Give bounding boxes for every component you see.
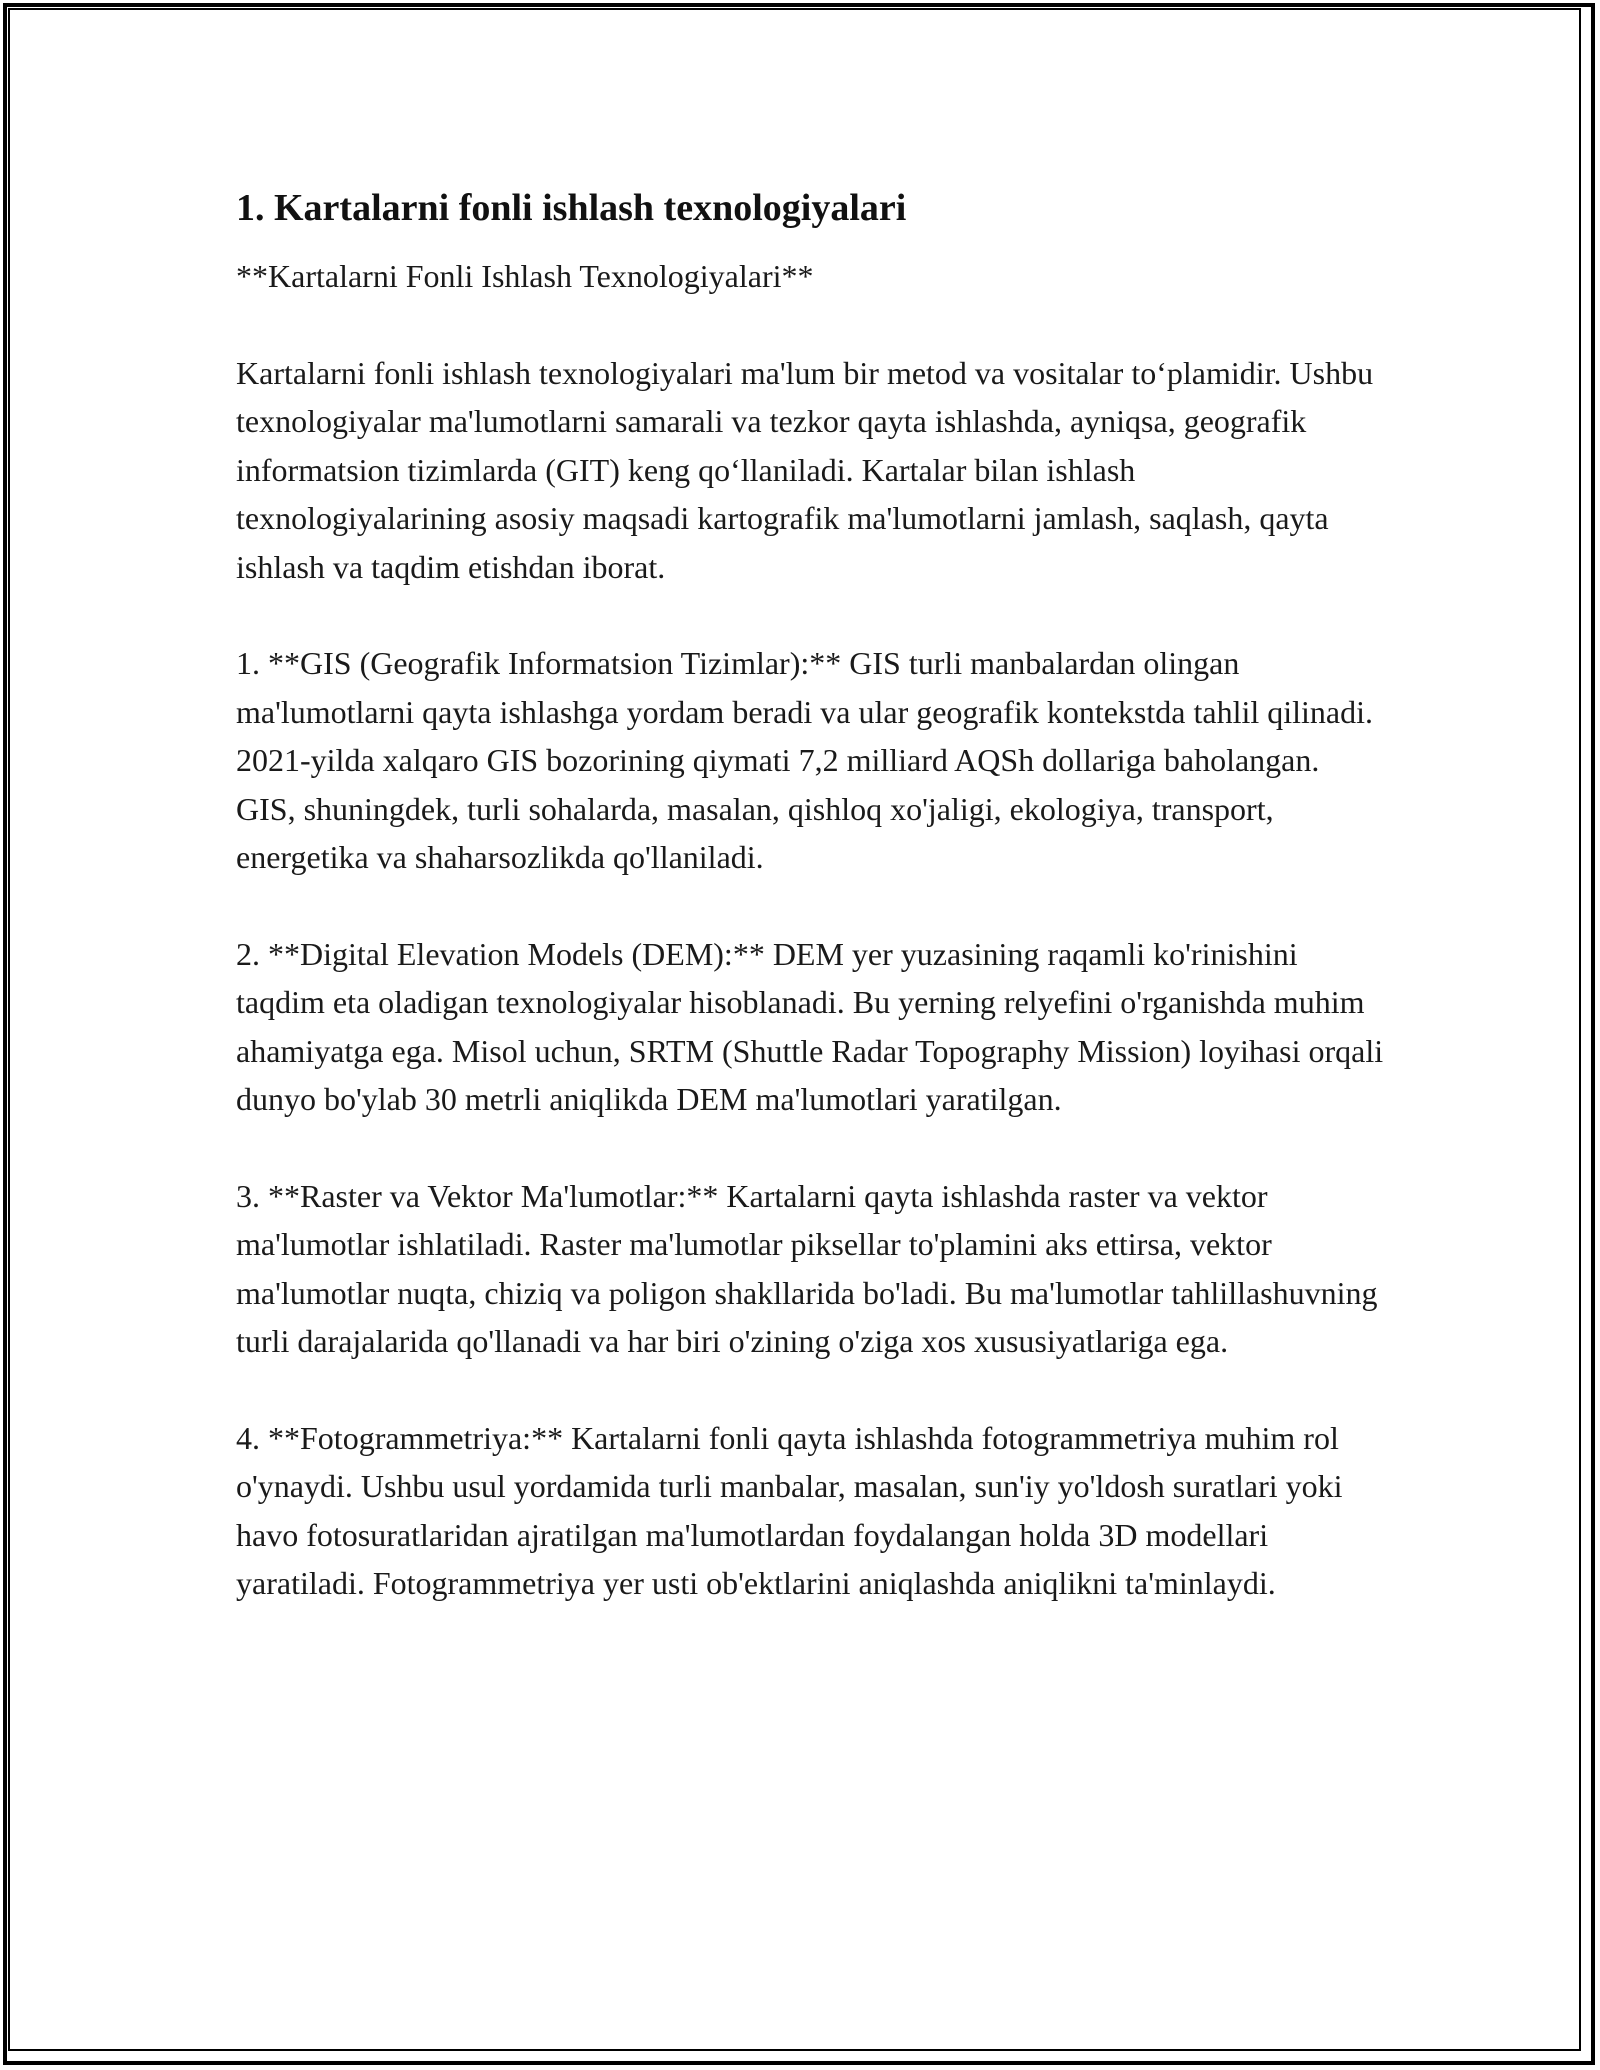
intro-paragraph: Kartalarni fonli ishlash texnologiyalari ma'lum bir metod va vositalar to‘plamidir. Ushbu texnologiyalar ma'lumotlarni samarali va tezkor qayta ishlashda, ayniqsa, geografik informatsion tizimlarda (GIT) keng qo‘llaniladi. Kartalar bilan ishlash texnologiyalarining asosiy maqsadi kartografik ma'lumotlarni jamlash, saqlash, qayta ishlash va taqdim etishdan iborat. bbox=[236, 354, 1374, 585]
document-body bbox=[236, 184, 1386, 1656]
section-heading: 1. Kartalarni fonli ishlash texnologiyalari bbox=[236, 187, 907, 229]
photogrammetry-paragraph: 4. **Fotogrammetriya:** Kartalarni fonli qayta ishlashda fotogrammetriya muhim rol o'ynaydi. Ushbu usul yordamida turli manbalar, masalan, sun'iy yo'ldosh suratlari yoki havo fotosuratlaridan ajratilgan ma'lumotlardan foydalangan holda 3D modellari yaratiladi. Fotogrammetriya yer usti ob'ektlarini aniqlashda aniqlikni ta'minlaydi. bbox=[236, 1419, 1343, 1601]
subtitle-paragraph: **Kartalarni Fonli Ishlash Texnologiyalari** bbox=[236, 258, 814, 294]
gis-paragraph: 1. **GIS (Geografik Informatsion Tizimlar):** GIS turli manbalardan olingan ma'lumotlarni qayta ishlashga yordam beradi va ular geografik kontekstda tahlil qilinadi. 2021-yilda xalqaro GIS bozorining qiymati 7,2 milliard AQSh dollariga baholangan. GIS, shuningdek, turli sohalarda, masalan, qishloq xo'jaligi, ekologiya, transport, energetika va shaharsozlikda qo'llaniladi. bbox=[236, 645, 1373, 875]
raster-vector-paragraph: 3. **Raster va Vektor Ma'lumotlar:** Kartalarni qayta ishlashda raster va vektor ma'lumotlar ishlatiladi. Raster ma'lumotlar piksellar to'plamini aks ettirsa, vektor ma'lumotlar nuqta, chiziq va poligon shakllarida bo'ladi. Bu ma'lumotlar tahlillashuvning turli darajalarida qo'llanadi va har biri o'zining o'ziga xos xususiyatlariga ega. bbox=[236, 1177, 1378, 1359]
dem-paragraph: 2. **Digital Elevation Models (DEM):** DEM yer yuzasining raqamli ko'rinishini taqdim eta oladigan texnologiyalar hisoblanadi. Bu yerning relyefini o'rganishda muhim ahamiyatga ega. Misol uchun, SRTM (Shuttle Radar Topography Mission) loyihasi orqali dunyo bo'ylab 30 metrli aniqlikda DEM ma'lumotlari yaratilgan. bbox=[236, 935, 1384, 1117]
